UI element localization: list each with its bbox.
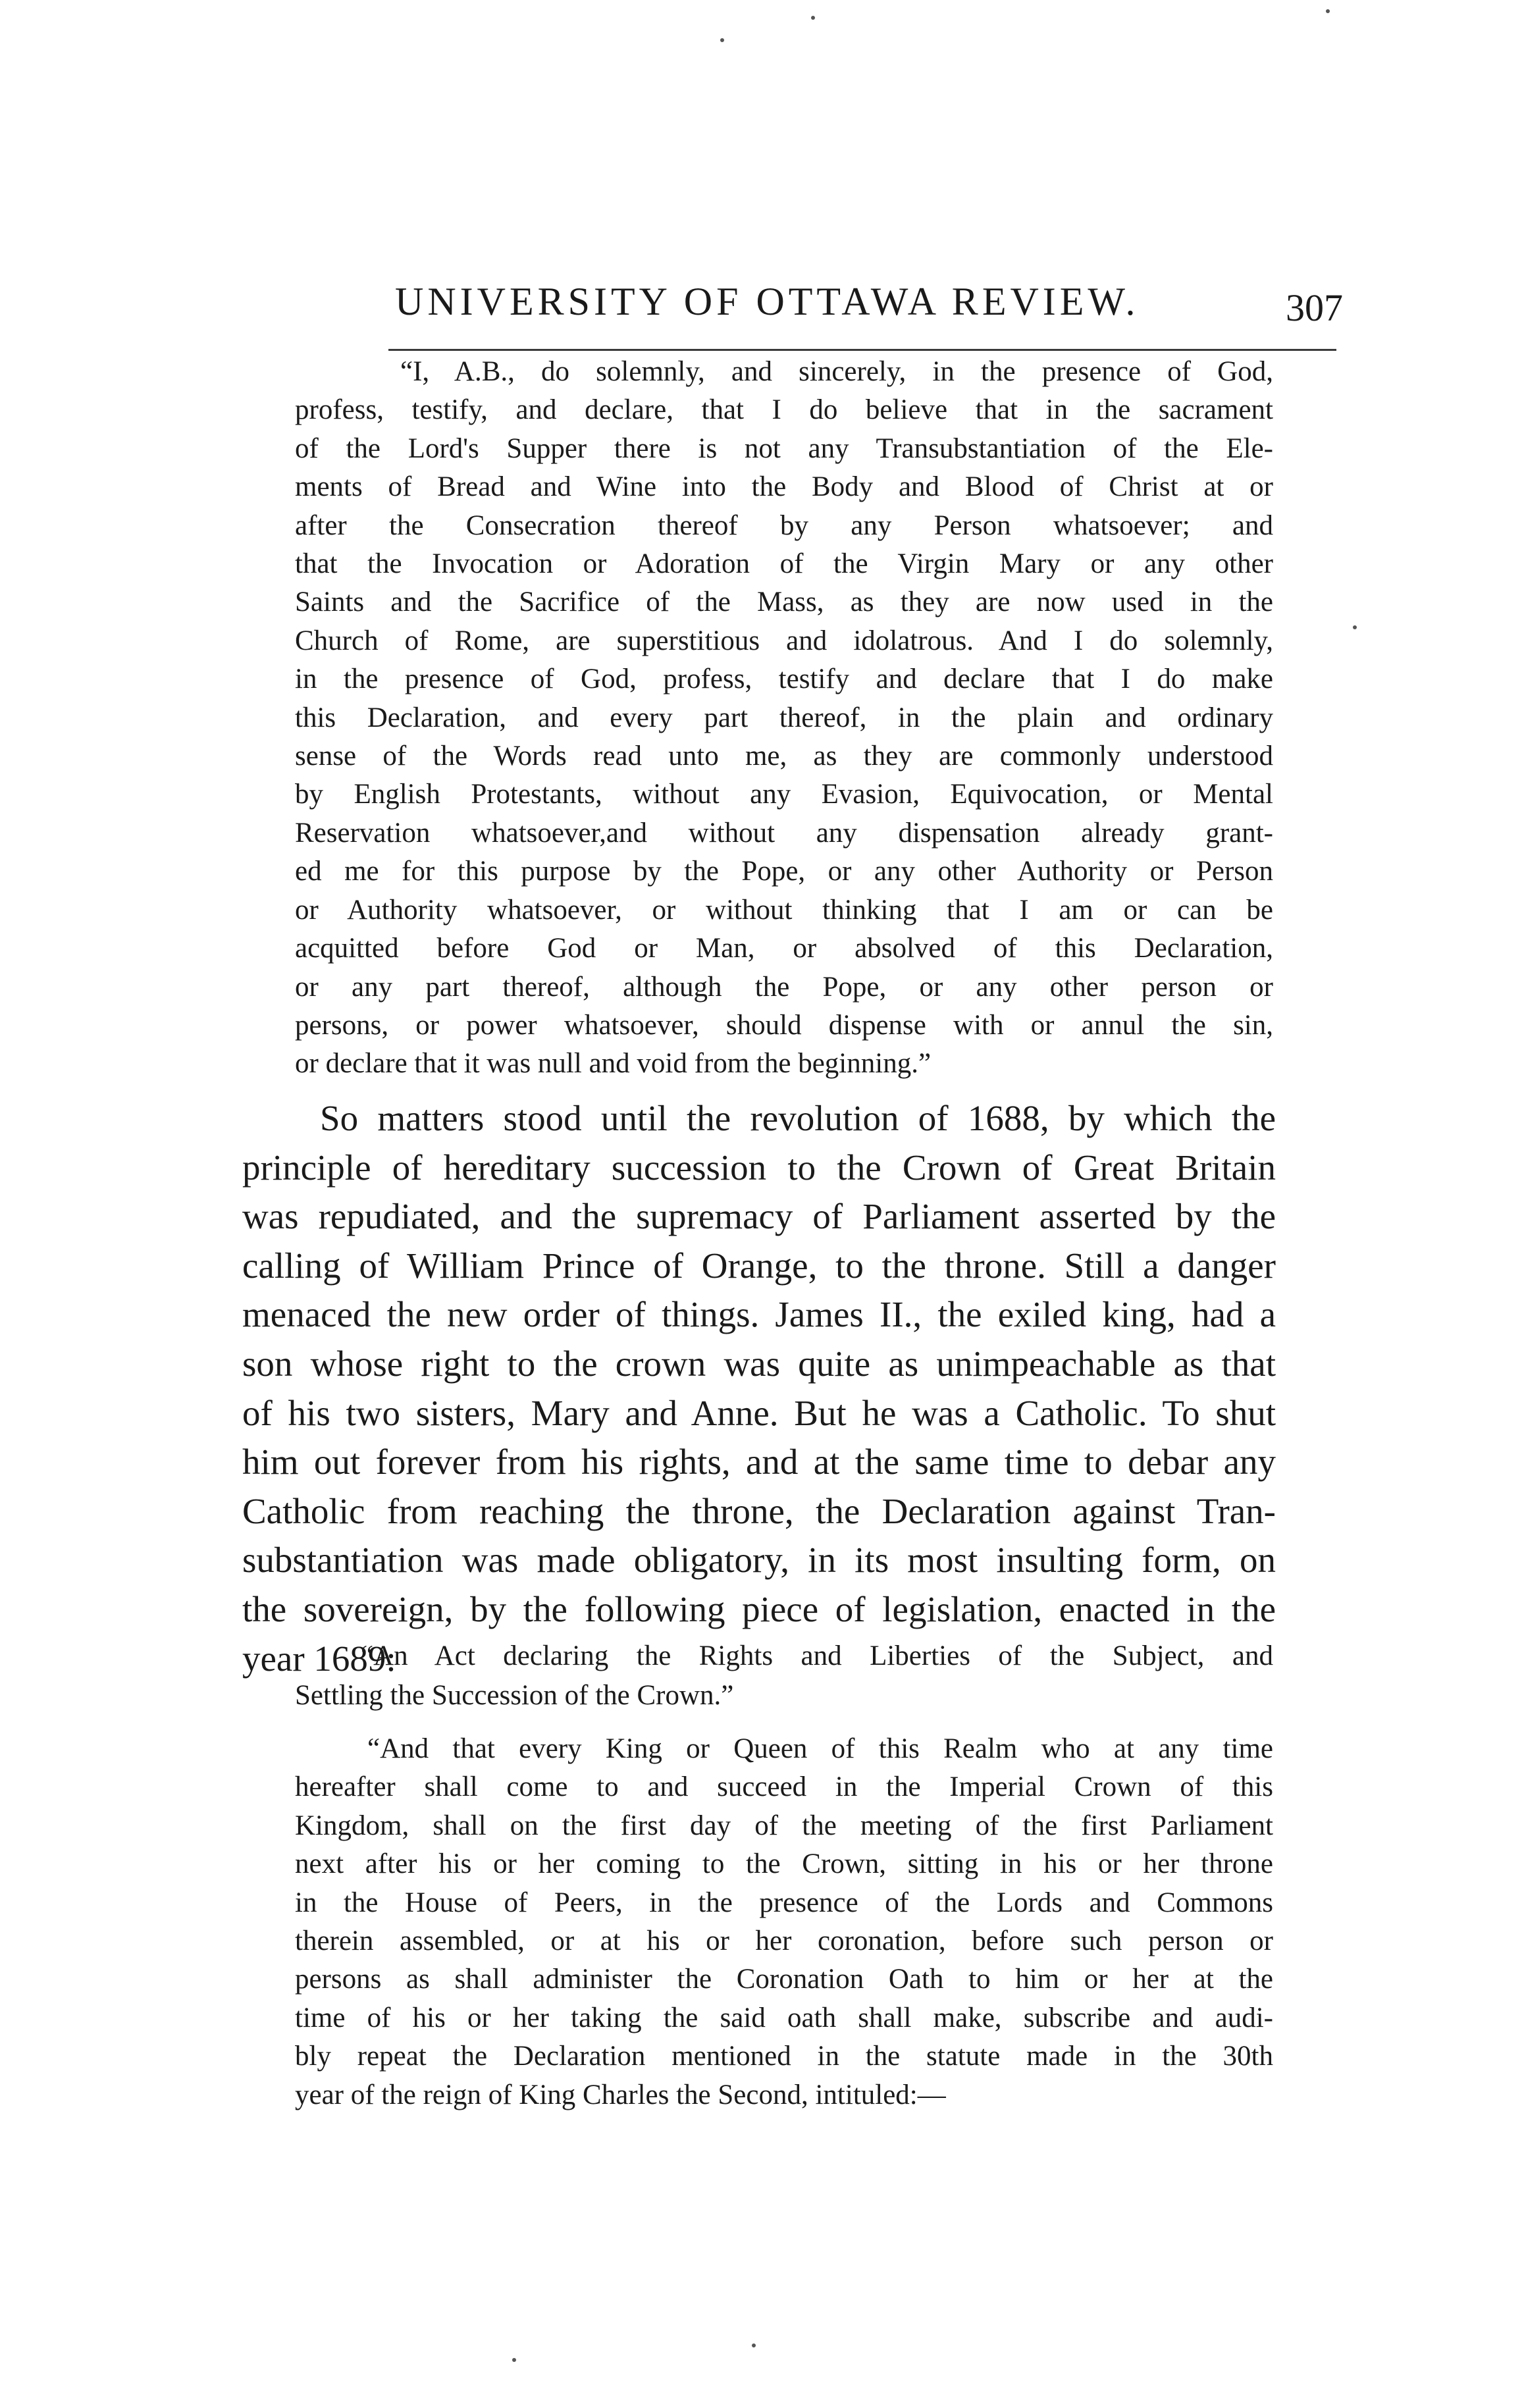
quote-line: persons, or power whatsoever, should dispense with or annul the sin, bbox=[295, 1009, 1273, 1041]
running-title: UNIVERSITY OF OTTAWA REVIEW. bbox=[395, 280, 1140, 323]
paragraph-line: calling of William Prince of Orange, to the throne. Still a danger bbox=[242, 1245, 1276, 1286]
quote-line: or any part thereof, although the Pope, or any other person or bbox=[295, 971, 1273, 1003]
paragraph-line: the sovereign, by the following piece of legislation, enacted in the bbox=[242, 1588, 1276, 1629]
quote-line: persons as shall administer the Coronation Oath to him or her at the bbox=[295, 1964, 1273, 1995]
quote-line: Saints and the Sacrifice of the Mass, as they are now used in the bbox=[295, 587, 1273, 618]
quote-line: next after his or her coming to the Crown, sitting in his or her throne bbox=[295, 1848, 1273, 1880]
quote-line: year of the reign of King Charles the Second, intituled:— bbox=[295, 2079, 946, 2110]
paragraph-line: year 1689: bbox=[242, 1638, 396, 1679]
quote-line: bly repeat the Declaration mentioned in the statute made in the 30th bbox=[295, 2041, 1273, 2072]
quote-line: time of his or her taking the said oath shall make, subscribe and audi- bbox=[295, 2002, 1273, 2033]
quote-line: after the Consecration thereof by any Person whatsoever; and bbox=[295, 510, 1273, 541]
quote-line: hereafter shall come to and succeed in the Imperial Crown of this bbox=[295, 1771, 1273, 1803]
page-number: 307 bbox=[1286, 286, 1343, 329]
quote-line: acquitted before God or Man, or absolved of this Declaration, bbox=[295, 933, 1273, 964]
declaration-quote bbox=[295, 353, 1273, 1084]
paragraph-line: him out forever from his rights, and at the same time to debar any bbox=[242, 1442, 1276, 1482]
quote-line: of the Lord's Supper there is not any Transubstantiation of the Ele- bbox=[295, 432, 1273, 464]
scan-speck bbox=[811, 16, 815, 20]
paragraph-line: son whose right to the crown was quite as unimpeachable as that bbox=[242, 1343, 1276, 1384]
quote-line: sense of the Words read unto me, as they are commonly understood bbox=[295, 741, 1273, 772]
act-title-line: Settling the Succession of the Crown.” bbox=[295, 1680, 734, 1711]
quote-line: Kingdom, shall on the first day of the meeting of the first Parliament bbox=[295, 1810, 1273, 1841]
quote-line: by English Protestants, without any Evasion, Equivocation, or Mental bbox=[295, 779, 1273, 810]
scan-speck bbox=[512, 2358, 516, 2362]
quote-line: Church of Rome, are superstitious and idolatrous. And I do solemnly, bbox=[295, 625, 1273, 656]
paragraph-line: So matters stood until the revolution of 1688, by which the bbox=[320, 1098, 1276, 1138]
paragraph-line: of his two sisters, Mary and Anne. But he was a Catholic. To shut bbox=[242, 1392, 1276, 1433]
quote-line: this Declaration, and every part thereof, in the plain and ordinary bbox=[295, 702, 1273, 733]
act-quote bbox=[295, 1730, 1273, 2114]
scan-speck bbox=[720, 38, 724, 42]
header-rule bbox=[388, 349, 1336, 351]
paragraph-line: principle of hereditary succession to the Crown of Great Britain bbox=[242, 1147, 1276, 1188]
quote-line: “I, A.B., do solemnly, and sincerely, in the presence of God, bbox=[400, 356, 1273, 387]
quote-line: profess, testify, and declare, that I do believe that in the sacrament bbox=[295, 394, 1273, 426]
page-header bbox=[395, 275, 1343, 348]
quote-line: in the House of Peers, in the presence of the Lords and Commons bbox=[295, 1887, 1273, 1918]
paragraph-line: substantiation was made obligatory, in its most insulting form, on bbox=[242, 1540, 1276, 1581]
body-paragraph bbox=[242, 1094, 1276, 1683]
quote-line: therein assembled, or at his or her coronation, before such person or bbox=[295, 1925, 1273, 1957]
quote-line: ed me for this purpose by the Pope, or any other Authority or Person bbox=[295, 856, 1273, 887]
quote-line: or declare that it was null and void from the beginning.” bbox=[295, 1048, 932, 1080]
quote-line: or Authority whatsoever, or without thinking that I am or can be bbox=[295, 894, 1273, 926]
scan-speck bbox=[1353, 625, 1357, 629]
quote-line: that the Invocation or Adoration of the Virgin Mary or any other bbox=[295, 548, 1273, 580]
quote-line: ments of Bread and Wine into the Body and Blood of Christ at or bbox=[295, 471, 1273, 503]
quote-line: “And that every King or Queen of this Realm who at any time bbox=[367, 1733, 1273, 1764]
act-title bbox=[295, 1636, 1273, 1715]
quote-line: Reservation whatsoever,and without any dispensation already grant- bbox=[295, 817, 1273, 849]
scan-speck bbox=[1326, 9, 1330, 13]
quote-line: in the presence of God, profess, testify and declare that I do make bbox=[295, 664, 1273, 695]
scan-speck bbox=[752, 2343, 756, 2347]
paragraph-line: menaced the new order of things. James II., the exiled king, had a bbox=[242, 1294, 1276, 1335]
paragraph-line: was repudiated, and the supremacy of Parliament asserted by the bbox=[242, 1196, 1276, 1237]
paragraph-line: Catholic from reaching the throne, the Declaration against Tran- bbox=[242, 1490, 1276, 1531]
act-title-line: “An Act declaring the Rights and Liberties of the Subject, and bbox=[361, 1640, 1273, 1671]
